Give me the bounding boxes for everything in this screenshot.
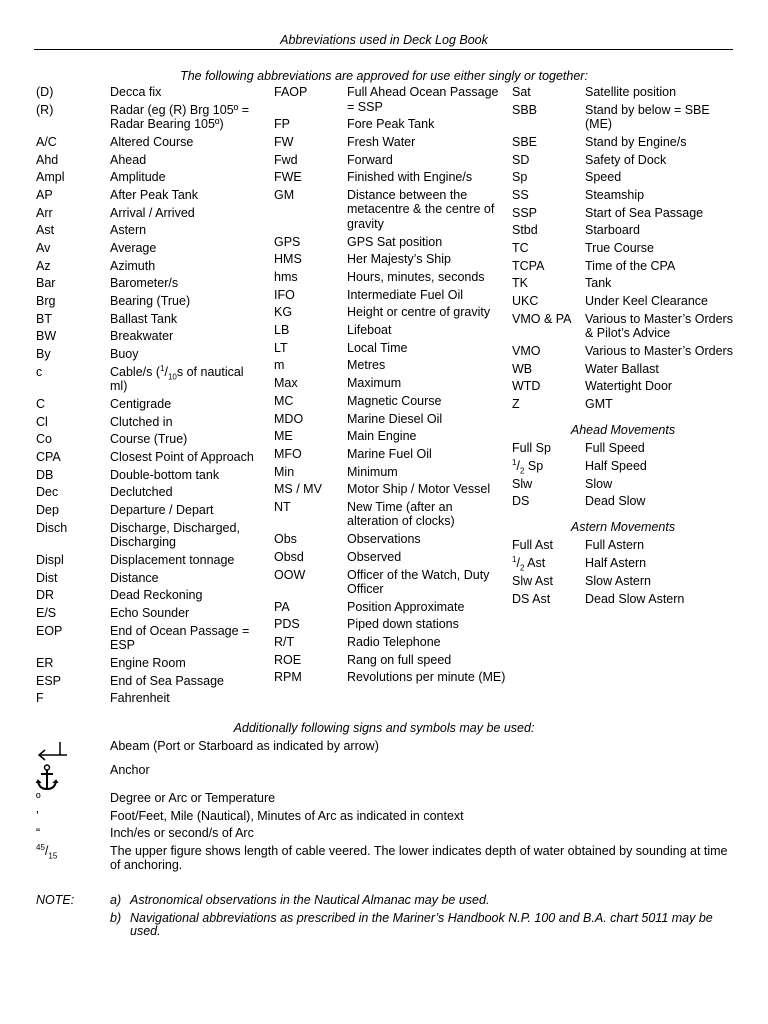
abbreviation-row — [36, 521, 256, 553]
abbreviation-row — [274, 412, 506, 430]
abbreviation-row — [274, 235, 506, 253]
abbreviation-meaning: Declutched — [110, 485, 173, 500]
abbreviation-row — [512, 103, 734, 135]
symbol-row-second — [36, 827, 736, 841]
abbreviation-meaning: Starboard — [585, 223, 640, 238]
abbreviation-meaning: Stand by Engine/s — [585, 134, 687, 149]
abbreviation-code: hms — [274, 270, 298, 284]
abbreviation-meaning: Echo Sounder — [110, 606, 190, 621]
abbreviation-meaning: GPS Sat position — [347, 234, 443, 249]
abbreviation-meaning: Marine Diesel Oil — [347, 411, 443, 426]
abbreviation-meaning: Fahrenheit — [110, 691, 170, 706]
abbreviation-meaning: Dead Slow — [585, 494, 646, 509]
abbreviation-row — [36, 188, 256, 206]
abbreviation-meaning: Time of the CPA — [585, 258, 676, 273]
abbreviation-code: Stbd — [512, 223, 538, 238]
abbreviation-code: AP — [36, 187, 53, 202]
note-row-b — [36, 912, 736, 939]
additional-symbols-heading: Additionally following signs and symbols may be used: — [233, 721, 535, 735]
abbreviation-meaning: Full Ahead Ocean Passage = SSP — [347, 85, 499, 114]
symbol-row-degree — [36, 792, 736, 806]
abbreviation-code: OOW — [274, 567, 306, 582]
header-rule — [34, 49, 733, 50]
note-row-a — [36, 894, 736, 908]
abbreviation-code: VMO — [512, 343, 541, 358]
abbreviation-meaning: Hours, minutes, seconds — [347, 270, 485, 284]
abbreviation-meaning: Departure / Depart — [110, 503, 214, 518]
abbreviation-meaning: Course (True) — [110, 432, 188, 447]
abbreviation-meaning: Water Ballast — [585, 361, 659, 376]
abbreviation-row — [36, 206, 256, 224]
abbreviation-row — [36, 432, 256, 450]
abbreviation-meaning: True Course — [585, 241, 655, 255]
abbreviation-meaning: Buoy — [110, 347, 139, 362]
abbreviation-meaning: Intermediate Fuel Oil — [347, 287, 464, 302]
abbreviation-code: DS Ast — [512, 591, 551, 606]
abbreviation-meaning: Observed — [347, 549, 402, 564]
abbreviation-row — [512, 441, 734, 459]
abbreviation-row — [512, 223, 734, 241]
abbreviation-code: PDS — [274, 617, 300, 632]
abbreviation-meaning: Position Approximate — [347, 599, 465, 614]
abbreviation-row — [36, 485, 256, 503]
abbreviation-meaning: Slow — [585, 476, 613, 491]
abbreviation-meaning: End of Ocean Passage = ESP — [110, 623, 250, 653]
abbreviation-code: ER — [36, 655, 54, 670]
abbreviation-code: CPA — [36, 450, 61, 465]
abbreviation-row — [512, 135, 734, 153]
abbreviation-row — [512, 556, 734, 574]
abbreviation-code: Disch — [36, 520, 68, 535]
abbreviation-row — [274, 252, 506, 270]
abbreviation-code: SBE — [512, 134, 538, 149]
abbreviation-row — [36, 365, 256, 397]
abbreviation-row — [36, 503, 256, 521]
abbreviation-meaning: Forward — [347, 152, 393, 167]
abbreviation-code: $^1/_2$ Ast — [512, 554, 546, 573]
abbreviation-meaning: Decca fix — [110, 85, 162, 99]
ahead-movements-list — [512, 441, 734, 512]
abbreviation-row — [274, 482, 506, 500]
abbreviation-row — [512, 592, 734, 610]
abbreviation-row — [512, 362, 734, 380]
abbreviation-row — [274, 85, 506, 117]
abbreviation-row — [274, 288, 506, 306]
symbol-description: Foot/Feet, Mile (Nautical), Minutes of Arc as indicated in context — [110, 809, 464, 823]
abbreviation-meaning: Altered Course — [110, 134, 194, 149]
abbreviation-row — [36, 294, 256, 312]
abbreviation-code: TK — [512, 276, 528, 291]
abbreviation-code: LT — [274, 340, 288, 355]
cable-depth-fraction: $^{45}/_{15}$ — [36, 842, 58, 861]
abbreviation-row — [36, 276, 256, 294]
abbreviation-row — [512, 477, 734, 495]
abbreviation-code: Sp — [512, 170, 528, 185]
abbreviation-meaning: New Time (after an alteration of clocks) — [347, 499, 455, 529]
abbreviation-code: ME — [274, 429, 293, 444]
abbreviation-code: Dec — [36, 485, 59, 500]
abbreviation-meaning: Average — [110, 241, 157, 255]
abbreviation-code: Arr — [36, 205, 53, 220]
symbol-description: Abeam (Port or Starboard as indicated by arrow) — [110, 739, 379, 753]
abbreviation-row — [512, 241, 734, 259]
abbreviation-code: Az — [36, 258, 51, 273]
symbol-row-abeam — [36, 740, 736, 766]
symbol-description: The upper figure shows length of cable veered. The lower indicates depth of water obtained by sounding at time of anchoring. — [110, 844, 728, 872]
abbreviation-row — [274, 532, 506, 550]
abbreviation-code: By — [36, 347, 51, 362]
note-letter: a) — [110, 893, 122, 907]
abbreviation-row — [36, 656, 256, 674]
abbreviation-meaning: Arrival / Arrived — [110, 205, 195, 220]
abbreviation-code: Z — [512, 397, 520, 411]
note-label: NOTE: — [36, 893, 75, 907]
abbreviation-code: ESP — [36, 673, 62, 688]
abbreviation-row — [512, 294, 734, 312]
abbreviation-code: HMS — [274, 252, 302, 267]
abbreviation-code: SD — [512, 152, 530, 167]
abbreviation-code: ROE — [274, 652, 302, 667]
note-text: Navigational abbreviations as prescribed in the Mariner’s Handbook N.P. 100 and B.A. chart 5011 may be used. — [130, 910, 713, 938]
abbreviation-meaning: Stand by below = SBE (ME) — [585, 102, 710, 132]
abbreviation-row — [274, 447, 506, 465]
abbreviation-code: Full Ast — [512, 538, 553, 553]
abbreviation-row — [274, 305, 506, 323]
abbreviation-meaning: Metres — [347, 358, 386, 373]
abbreviation-meaning: Centigrade — [110, 397, 172, 411]
abbreviation-row — [274, 465, 506, 483]
abbreviation-code: UKC — [512, 294, 539, 309]
abbreviation-code: Sat — [512, 85, 531, 99]
abbreviation-meaning: Slow Astern — [585, 573, 652, 588]
abbreviation-row — [36, 259, 256, 277]
abbreviation-row — [274, 358, 506, 376]
abbreviation-meaning: Ahead — [110, 152, 147, 167]
abbreviation-row — [36, 553, 256, 571]
abbreviation-meaning: Piped down stations — [347, 617, 459, 632]
abbreviation-meaning: Marine Fuel Oil — [347, 446, 432, 461]
abbreviation-meaning: Height or centre of gravity — [347, 305, 491, 320]
abbreviation-row — [36, 450, 256, 468]
abbreviation-code: Cl — [36, 414, 48, 429]
abbreviation-row — [512, 574, 734, 592]
abbreviation-row — [274, 341, 506, 359]
abbreviation-row — [274, 376, 506, 394]
abbreviation-code: C — [36, 397, 46, 411]
abbreviation-code: F — [36, 691, 44, 706]
abbreviation-meaning: Various to Master’s Orders & Pilot’s Advice — [585, 311, 733, 341]
abbreviation-row — [36, 415, 256, 433]
abbreviation-code: DB — [36, 467, 54, 482]
abbreviation-code: Slw — [512, 476, 533, 491]
abbreviation-code: Fwd — [274, 152, 298, 167]
abbreviation-code: FP — [274, 117, 290, 132]
abbreviation-meaning: Rang on full speed — [347, 652, 452, 667]
abbreviation-row — [274, 500, 506, 532]
abbreviation-meaning: Steamship — [585, 187, 645, 202]
abbreviation-column-2 — [274, 85, 506, 688]
abbreviation-row — [36, 606, 256, 624]
abbreviation-meaning: Main Engine — [347, 429, 417, 444]
abbreviation-code: MDO — [274, 411, 304, 426]
abbreviation-column-3 — [512, 85, 734, 609]
symbol-row-minute — [36, 810, 736, 824]
abbreviation-meaning: Cable/s ($^1/_{10}s$ of nautical ml) — [110, 363, 244, 394]
abbreviation-meaning: Dead Reckoning — [110, 588, 203, 603]
abbreviation-code: Full Sp — [512, 441, 551, 456]
abbreviation-code: Brg — [36, 294, 56, 309]
symbol-description: Degree or Arc or Temperature — [110, 791, 276, 805]
abbreviation-code: $^1/_2$ Sp — [512, 457, 544, 476]
abbreviation-code: FAOP — [274, 85, 308, 99]
abbreviation-meaning: Observations — [347, 532, 421, 547]
abbreviation-meaning: Revolutions per minute (ME) — [347, 670, 506, 685]
abbreviation-meaning: End of Sea Passage — [110, 673, 224, 688]
abbreviation-meaning: After Peak Tank — [110, 187, 199, 202]
abbreviation-row — [512, 206, 734, 224]
abbreviation-row — [36, 674, 256, 692]
abbreviation-row — [36, 397, 256, 415]
abbreviation-row — [512, 344, 734, 362]
abbreviation-code: Ast — [36, 223, 55, 238]
abbreviation-row — [274, 600, 506, 618]
abbreviation-meaning: Minimum — [347, 464, 398, 479]
abbreviation-row — [512, 538, 734, 556]
abbreviation-row — [274, 135, 506, 153]
abbreviation-row — [512, 259, 734, 277]
abbreviation-row — [274, 653, 506, 671]
second-symbol: “ — [36, 826, 41, 840]
abbreviation-meaning: Distance — [110, 570, 159, 585]
intro-text: The following abbreviations are approved for use either singly or together: — [180, 69, 588, 83]
abbreviation-row — [36, 329, 256, 347]
abbreviation-row — [36, 85, 256, 103]
abbreviation-row — [36, 691, 256, 709]
abbreviation-code: RPM — [274, 670, 302, 685]
abbreviation-row — [512, 397, 734, 415]
abbreviation-row — [512, 85, 734, 103]
abbreviation-row — [36, 103, 256, 135]
abbreviation-meaning: Closest Point of Approach — [110, 450, 254, 465]
abbreviation-code: (R) — [36, 102, 54, 117]
abbreviation-meaning: Start of Sea Passage — [585, 205, 704, 220]
abbreviation-row — [36, 468, 256, 486]
abbreviation-row — [274, 394, 506, 412]
abbreviation-meaning: Half Speed — [585, 458, 647, 473]
abbreviation-code: Co — [36, 432, 52, 447]
abbreviation-row — [36, 588, 256, 606]
abbreviation-code: KG — [274, 305, 293, 320]
abbreviation-row — [274, 617, 506, 635]
abbreviation-meaning: Dead Slow Astern — [585, 591, 685, 606]
abbreviation-code: SS — [512, 187, 529, 202]
abbreviation-code: Ahd — [36, 152, 59, 167]
abbreviation-meaning: Her Majesty’s Ship — [347, 252, 451, 267]
abbreviation-code: TC — [512, 241, 529, 255]
abbreviation-code: PA — [274, 599, 290, 614]
abbreviation-row — [274, 117, 506, 135]
abbreviation-code: TCPA — [512, 258, 545, 273]
abbreviation-meaning: Double-bottom tank — [110, 467, 220, 482]
anchor-icon — [36, 764, 110, 796]
abbreviation-row — [274, 323, 506, 341]
abbreviation-meaning: Astern — [110, 223, 147, 238]
abbreviation-meaning: Discharge, Discharged, Discharging — [110, 520, 240, 550]
abbreviation-row — [274, 429, 506, 447]
abbreviation-meaning: Fore Peak Tank — [347, 117, 435, 132]
abbreviation-code: FWE — [274, 170, 302, 185]
abbreviation-row — [36, 223, 256, 241]
abbreviation-row — [512, 312, 734, 344]
abbreviation-meaning: Clutched in — [110, 414, 173, 429]
abbreviation-code: MC — [274, 393, 294, 408]
abbreviation-code: BW — [36, 329, 57, 344]
abbreviation-row — [274, 153, 506, 171]
abbreviation-meaning: GMT — [585, 397, 613, 411]
abbreviation-meaning: Fresh Water — [347, 134, 416, 149]
minute-symbol: ’ — [36, 809, 39, 823]
abbreviation-meaning: Local Time — [347, 340, 408, 355]
abbreviation-meaning: Half Astern — [585, 556, 647, 571]
abbreviation-row — [274, 568, 506, 600]
degree-symbol: º — [36, 791, 41, 805]
abbreviation-code: FW — [274, 134, 294, 149]
abeam-arrow-icon — [36, 740, 110, 766]
abbreviation-row — [512, 170, 734, 188]
abbreviation-row — [36, 135, 256, 153]
abbreviation-code: NT — [274, 499, 291, 514]
abbreviation-meaning: Radar (eg (R) Brg 105º = Radar Bearing 105º) — [110, 102, 250, 132]
abbreviation-code: EOP — [36, 623, 63, 638]
abbreviation-row — [36, 624, 256, 656]
abbreviation-row — [36, 241, 256, 259]
abbreviation-code: WB — [512, 361, 533, 376]
abbreviation-code: IFO — [274, 287, 295, 302]
abbreviation-column-1 — [36, 85, 256, 709]
abbreviation-code: Bar — [36, 276, 56, 291]
abbreviation-row — [274, 188, 506, 235]
abbreviation-meaning: Ballast Tank — [110, 311, 178, 326]
abbreviation-row — [512, 459, 734, 477]
abbreviation-row — [274, 670, 506, 688]
abbreviation-list-3 — [512, 85, 734, 415]
abbreviation-code: Displ — [36, 553, 64, 567]
abbreviation-meaning: Safety of Dock — [585, 152, 667, 167]
note-label-spacer — [36, 912, 110, 939]
abbreviation-row — [274, 270, 506, 288]
abbreviation-meaning: Finished with Engine/s — [347, 170, 473, 185]
abbreviation-code: WTD — [512, 379, 541, 394]
abbreviation-row — [36, 170, 256, 188]
abbreviation-row — [512, 276, 734, 294]
abbreviation-row — [274, 635, 506, 653]
abbreviation-meaning: Full Astern — [585, 538, 645, 553]
note-letter: b) — [110, 910, 122, 925]
abbreviation-code: LB — [274, 323, 290, 338]
abbreviation-code: m — [274, 358, 285, 373]
abbreviation-code: Dep — [36, 503, 59, 518]
abbreviation-meaning: Full Speed — [585, 441, 645, 456]
abbreviation-row — [274, 170, 506, 188]
abbreviation-code: c — [36, 364, 43, 379]
abbreviation-code: MFO — [274, 446, 302, 461]
abbreviation-code: BT — [36, 311, 52, 326]
abbreviation-row — [36, 312, 256, 330]
abbreviation-meaning: Various to Master’s Orders — [585, 343, 733, 358]
abbreviation-meaning: Tank — [585, 276, 612, 291]
abbreviation-meaning: Azimuth — [110, 258, 156, 273]
abbreviation-meaning: Amplitude — [110, 170, 166, 185]
abbreviation-meaning: Watertight Door — [585, 379, 673, 394]
abbreviation-meaning: Engine Room — [110, 655, 186, 670]
abbreviation-meaning: Maximum — [347, 376, 402, 391]
abbreviation-meaning: Under Keel Clearance — [585, 294, 708, 309]
symbol-description: Inch/es or second/s of Arc — [110, 826, 254, 840]
abbreviation-meaning: Speed — [585, 170, 622, 185]
abbreviation-meaning: Satellite position — [585, 85, 677, 99]
abbreviation-row — [36, 153, 256, 171]
abbreviation-code: DS — [512, 494, 530, 509]
abbreviation-meaning: Displacement tonnage — [110, 553, 235, 567]
page-header: Abbreviations used in Deck Log Book — [280, 33, 488, 47]
abbreviation-code: Obs — [274, 532, 297, 547]
abbreviation-code: GPS — [274, 234, 301, 249]
abbreviation-code: GM — [274, 187, 295, 202]
abbreviation-row — [512, 379, 734, 397]
astern-movements-heading: Astern Movements — [570, 519, 676, 534]
abbreviation-code: Max — [274, 376, 298, 391]
abbreviation-meaning: Radio Telephone — [347, 635, 441, 650]
abbreviation-code: Av — [36, 241, 51, 255]
abbreviation-row — [36, 571, 256, 589]
abbreviation-row — [512, 188, 734, 206]
abbreviation-code: R/T — [274, 635, 295, 650]
ahead-movements-heading: Ahead Movements — [570, 422, 676, 437]
note-section — [36, 894, 736, 943]
abbreviation-code: DR — [36, 588, 55, 603]
abbreviation-code: A/C — [36, 134, 57, 149]
abbreviation-row — [512, 494, 734, 512]
abbreviation-meaning: Officer of the Watch, Duty Officer — [347, 567, 490, 596]
abbreviation-meaning: Motor Ship / Motor Vessel — [347, 482, 491, 497]
abbreviation-row — [36, 347, 256, 365]
abbreviation-code: SSP — [512, 205, 538, 220]
abbreviation-code: E/S — [36, 606, 57, 621]
abbreviation-meaning: Magnetic Course — [347, 393, 442, 408]
note-text: Astronomical observations in the Nautical Almanac may be used. — [130, 893, 490, 907]
abbreviation-code: Obsd — [274, 549, 304, 564]
abbreviation-meaning: Lifeboat — [347, 323, 392, 338]
abbreviation-meaning: Breakwater — [110, 329, 174, 344]
abbreviation-code: VMO & PA — [512, 311, 572, 326]
abbreviation-code: Min — [274, 464, 295, 479]
astern-movements-list — [512, 538, 734, 609]
symbol-row-fraction — [36, 842, 736, 872]
abbreviation-code: MS / MV — [274, 482, 322, 497]
abbreviation-row — [274, 550, 506, 568]
abbreviation-code: (D) — [36, 85, 54, 99]
symbol-description: Anchor — [110, 763, 150, 777]
abbreviation-code: Slw Ast — [512, 573, 553, 588]
abbreviation-row — [512, 153, 734, 171]
abbreviation-meaning: Bearing (True) — [110, 294, 191, 309]
abbreviation-code: Dist — [36, 570, 58, 585]
abbreviation-code: Ampl — [36, 170, 65, 185]
abbreviation-meaning: Distance between the metacentre & the centre of gravity — [347, 187, 495, 231]
abbreviation-meaning: Barometer/s — [110, 276, 179, 291]
abbreviation-code: SBB — [512, 102, 538, 117]
